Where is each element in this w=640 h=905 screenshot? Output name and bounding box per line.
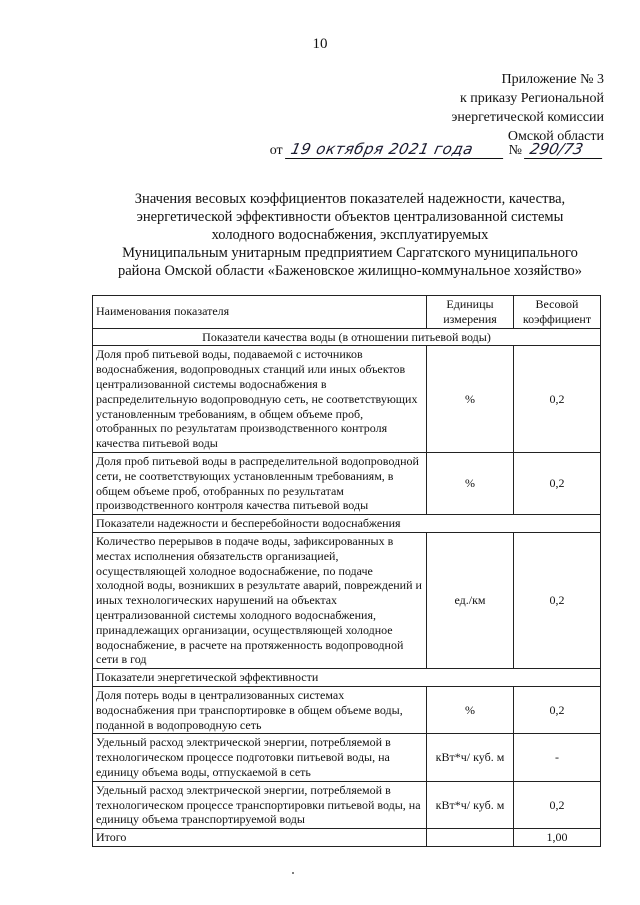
appendix-line: энергетической комиссии bbox=[451, 110, 604, 125]
title-line: энергетической эффективности объектов централизованной системы bbox=[136, 209, 564, 225]
total-label: Итого bbox=[93, 829, 427, 847]
title-line: района Омской области «Баженовское жилищно-коммунальное хозяйство» bbox=[117, 263, 583, 279]
table-row bbox=[93, 734, 601, 781]
row-name: Доля потерь воды в централизованных системах водоснабжения при транспортировке в общем объеме воды, поданной в водопроводную сеть bbox=[93, 686, 427, 733]
total-row bbox=[93, 829, 601, 847]
table-row bbox=[93, 686, 601, 733]
row-unit: кВт*ч/ куб. м bbox=[427, 781, 514, 828]
appendix-line: Приложение № 3 bbox=[501, 72, 604, 87]
row-name: Удельный расход электрической энергии, потребляемой в технологическом процессе транспортировки питьевой воды, на единицу объема транспортируемой воды bbox=[93, 781, 427, 828]
coefficients-table bbox=[92, 295, 601, 847]
section-energy: Показатели энергетической эффективности bbox=[93, 669, 601, 687]
table-row bbox=[93, 532, 601, 668]
section-row bbox=[93, 328, 601, 346]
header-unit: Единицы измерения bbox=[427, 296, 514, 329]
row-name: Доля проб питьевой воды, подаваемой с источников водоснабжения, водопроводных станций или иных объектов централизованной системы водоснабжения в распределительную водопроводную сеть, не соответствующих установленным требованиям, в общем объеме проб, отобранных по результатам производственного контроля качества питьевой воды bbox=[93, 346, 427, 453]
row-weight: - bbox=[514, 734, 601, 781]
row-unit: % bbox=[427, 686, 514, 733]
row-unit: кВт*ч/ куб. м bbox=[427, 734, 514, 781]
appendix-block bbox=[451, 70, 604, 146]
section-quality: Показатели качества воды (в отношении питьевой воды) bbox=[93, 328, 601, 346]
table-header-row bbox=[93, 296, 601, 329]
total-unit bbox=[427, 829, 514, 847]
page-number: 10 bbox=[312, 36, 328, 52]
section-row bbox=[93, 515, 601, 533]
header-weight: Весовой коэффициент bbox=[514, 296, 601, 329]
appendix-line: к приказу Региональной bbox=[459, 91, 604, 106]
scan-speck bbox=[292, 872, 294, 874]
header-name: Наименования показателя bbox=[93, 296, 427, 329]
row-weight: 0,2 bbox=[514, 452, 601, 514]
row-weight: 0,2 bbox=[514, 346, 601, 453]
row-name: Доля проб питьевой воды в распределительной водопроводной сети, не соответствующих установленным требованиям, в общем объеме проб, отобранных по результатам производственного контроля качества питьевой воды bbox=[93, 452, 427, 514]
title-line: Значения весовых коэффициентов показателей надежности, качества, bbox=[134, 191, 566, 207]
table-row bbox=[93, 781, 601, 828]
handwritten-date: 19 октября 2021 года bbox=[285, 140, 507, 159]
row-name: Количество перерывов в подаче воды, зафиксированных в местах исполнения обязательств организацией, осуществляющей холодное водоснабжение, по подаче холодной воды, возникших в результате аварий, повреждений и иных технологических нарушений на объектах централизованной системы холодного водоснабжения, принадлежащих организации, осуществляющей холодное водоснабжение, в расчете на протяженность водопроводной сети в год bbox=[93, 532, 427, 668]
row-unit: ед./км bbox=[427, 532, 514, 668]
section-row bbox=[93, 669, 601, 687]
row-unit: % bbox=[427, 346, 514, 453]
table-row bbox=[93, 452, 601, 514]
document-title bbox=[80, 190, 620, 280]
row-weight: 0,2 bbox=[514, 532, 601, 668]
handwritten-number: 290/73 bbox=[524, 140, 606, 159]
row-name: Удельный расход электрической энергии, потребляемой в технологическом процессе подготовки питьевой воды, на единицу объема воды, отпускаемой в сеть bbox=[93, 734, 427, 781]
appendix-line: Омской области bbox=[507, 129, 604, 144]
row-weight: 0,2 bbox=[514, 686, 601, 733]
order-number-label: № bbox=[508, 143, 522, 158]
order-from-label: от bbox=[269, 143, 283, 158]
section-reliability: Показатели надежности и бесперебойности водоснабжения bbox=[93, 515, 601, 533]
title-line: холодного водоснабжения, эксплуатируемых bbox=[211, 227, 489, 243]
table-row bbox=[93, 346, 601, 453]
order-date-number bbox=[270, 140, 604, 159]
row-weight: 0,2 bbox=[514, 781, 601, 828]
total-weight: 1,00 bbox=[514, 829, 601, 847]
row-unit: % bbox=[427, 452, 514, 514]
title-line: Муниципальным унитарным предприятием Саргатского муниципального bbox=[122, 245, 578, 261]
